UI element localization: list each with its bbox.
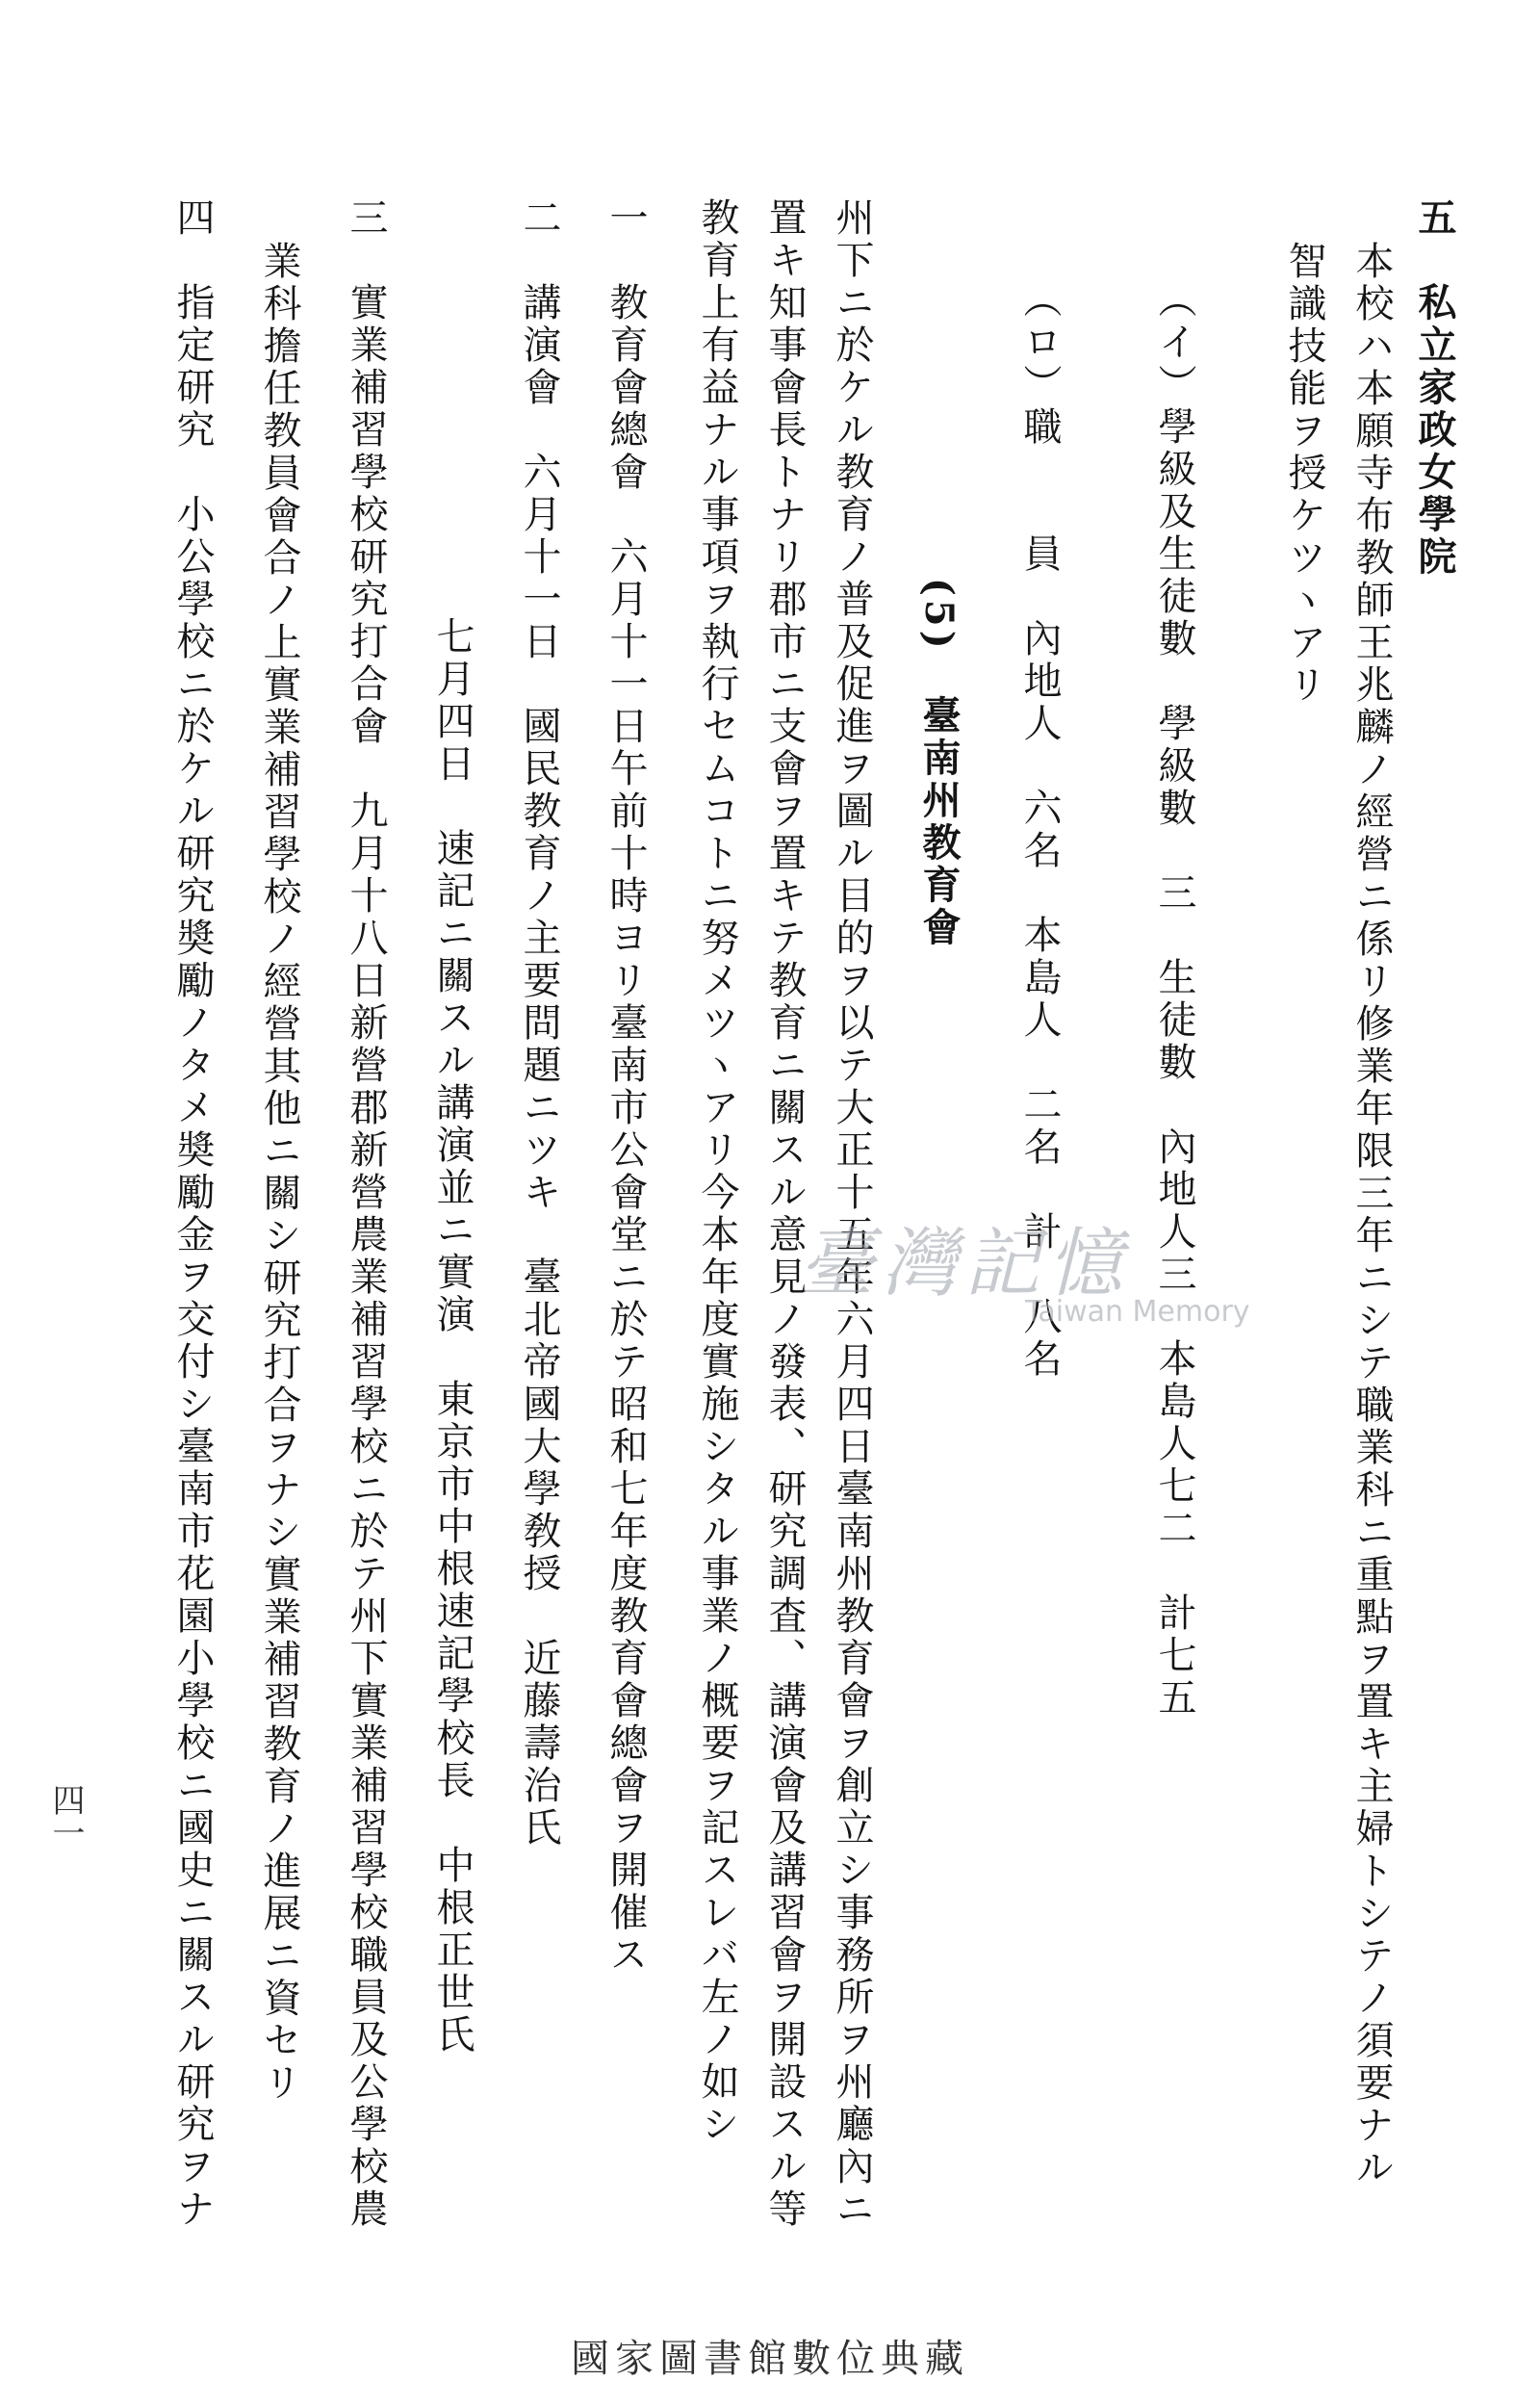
text-column-2: 本校ハ本願寺布教師王兆麟ノ經營ニ係リ修業年限三年ニシテ職業科ニ重點ヲ置キ主婦トシテノ須要ナル [1349,241,1394,2189]
page-number: 四一 [46,1783,85,1849]
text-column-12: 七月四日 速記ニ關スル講演並ニ實演 東京市中根速記學校長 中根正世氏 [430,616,475,2057]
text-column-6: (5) 臺南州教育會 [916,578,962,949]
footer-label: 國家圖書館數位典藏 [571,2337,969,2381]
watermark-en: Taiwan Memory [1025,1295,1250,1329]
text-column-4: （イ）學級及生徒數 學級數 三 生徒數 內地人三 本島人七二 計七五 [1152,279,1196,1720]
text-column-13: 三 實業補習學校研究打合會 九月十八日新營郡新營農業補習學校ニ於テ州下實業補習學校職員及公學校農 [344,197,388,2231]
text-column-3: 智識技能ヲ授ケツヽアリ [1282,241,1326,707]
text-column-9: 教育上有益ナル事項ヲ執行セムコトニ努メツヽアリ今本年度實施シタル事業ノ概要ヲ記スレバ左ノ如シ [695,197,739,2146]
text-column-8: 置キ知事會長トナリ郡市ニ支會ヲ置キテ教育ニ關スル意見ノ發表、研究調査、講演會及講習會ヲ開設スル等 [762,197,807,2231]
text-column-1: 五 私立家政女學院 [1412,197,1457,579]
text-column-5: （ロ）職 員 內地人 六名 本島人 二名 計 八名 [1017,279,1062,1381]
text-column-15: 四 指定研究 小公學校ニ於ケル研究奬勵ノタメ奬勵金ヲ交付シ臺南市花園小學校ニ國史ニ關スル研究ヲナ [170,197,215,2231]
watermark-cn: 臺灣記憶 [799,1221,1131,1307]
text-column-14: 業科擔任教員會合ノ上實業補習學校ノ經營其他ニ關シ研究打合ヲナシ實業補習教育ノ進展ニ資セリ [257,241,301,2105]
text-column-11: 二 講演會 六月十一日 國民教育ノ主要問題ニツキ 臺北帝國大學敎授 近藤壽治氏 [517,197,561,1850]
watermark [799,1204,1299,1329]
text-column-10: 一 教育會總會 六月十一日午前十時ヨリ臺南市公會堂ニ於テ昭和七年度教育會總會ヲ開催ス [603,197,648,1977]
text-column-7: 州下ニ於ケル教育ノ普及促進ヲ圖ル目的ヲ以テ大正十五年六月四日臺南州教育會ヲ創立シ事務所ヲ州廳內ニ [830,197,874,2231]
